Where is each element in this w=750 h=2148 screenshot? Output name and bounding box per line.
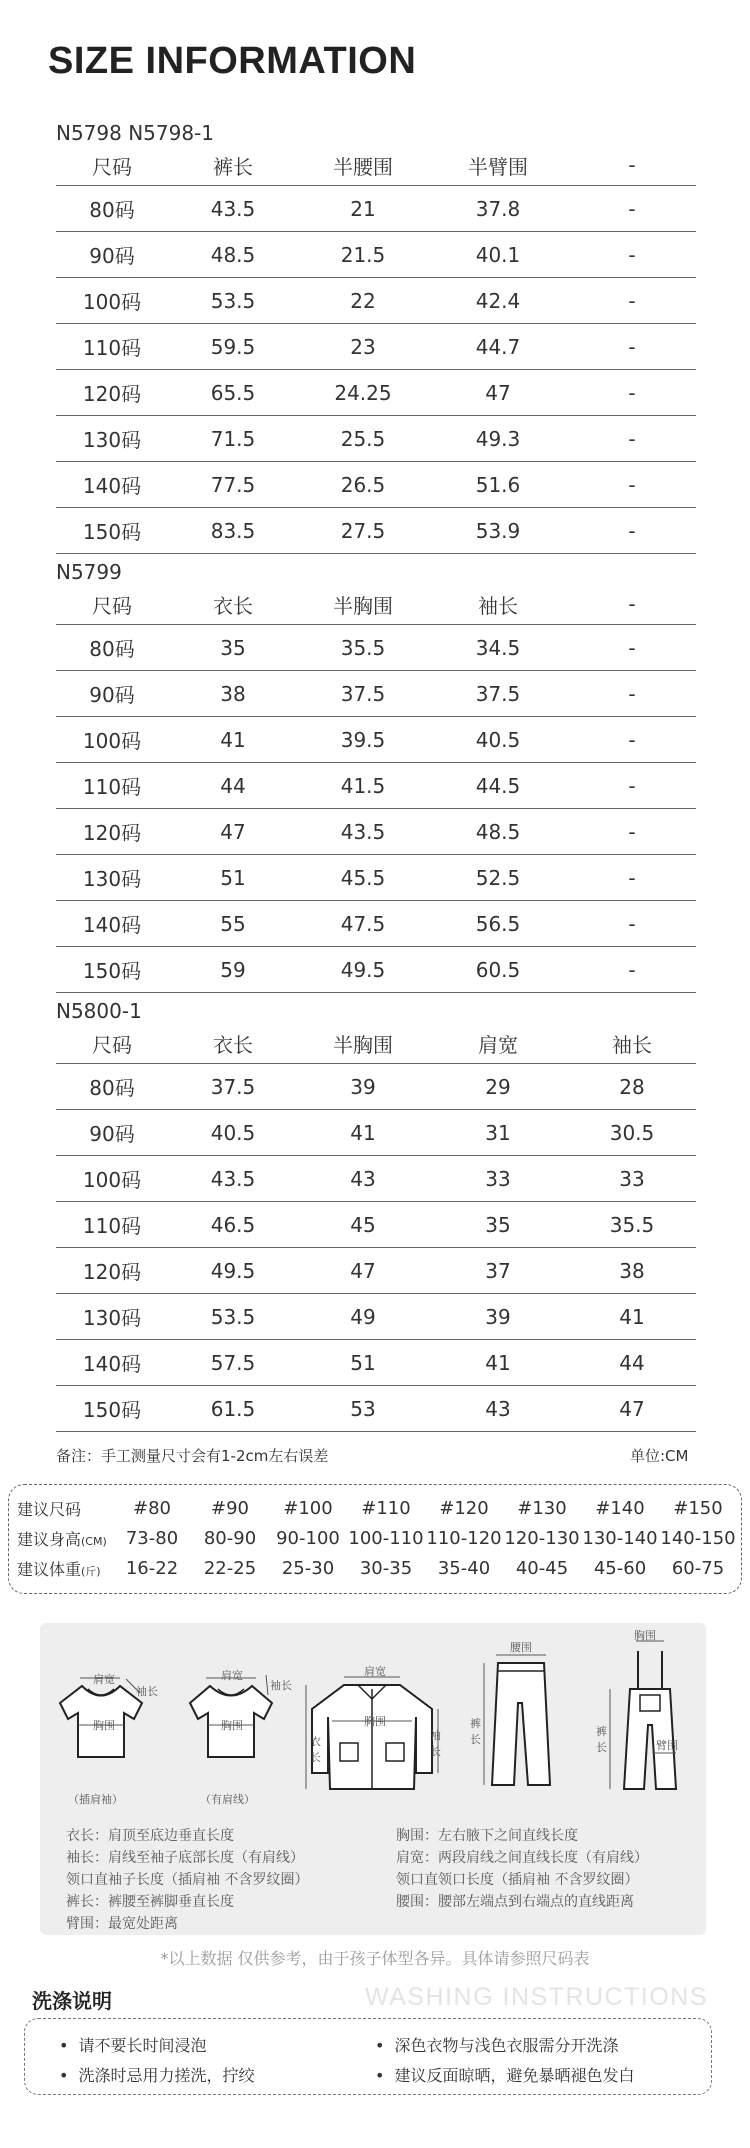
table-row	[56, 717, 696, 763]
length-label: 衣长	[310, 1735, 321, 1764]
definition-item: 领口直领口长度（插肩袖 不含罗纹圈）	[396, 1872, 639, 1888]
table-cell: 53.5	[168, 278, 298, 324]
table-row	[56, 1340, 696, 1386]
unit-label: 单位:CM	[630, 1447, 689, 1465]
pants-icon	[476, 1633, 566, 1803]
table-cell: -	[568, 508, 696, 554]
column-header: 半腰围	[298, 145, 428, 186]
table-cell: 100码	[56, 1156, 168, 1202]
table-cell: 53	[298, 1386, 428, 1432]
table-row	[56, 671, 696, 717]
table-cell: -	[568, 462, 696, 508]
size-row-label: 建议尺码	[17, 1499, 82, 1519]
size-table	[56, 145, 696, 554]
washing-title: 洗涤说明	[32, 1989, 112, 2013]
column-header: 尺码	[56, 145, 168, 186]
height-cell: 120-130	[504, 1527, 580, 1549]
column-header: 衣长	[168, 584, 298, 625]
table-cell: -	[568, 809, 696, 855]
table-cell: 80码	[56, 186, 168, 232]
sleeve-label: 袖长	[430, 1729, 441, 1758]
table-cell: 40.5	[428, 717, 568, 763]
table-cell: 51.6	[428, 462, 568, 508]
table-row	[56, 416, 696, 462]
table-cell: 140码	[56, 901, 168, 947]
table-cell: -	[568, 763, 696, 809]
recommended-size-table	[17, 1493, 737, 1583]
table-cell: 37.5	[168, 1064, 298, 1110]
chest-label: 胸围	[93, 1719, 115, 1732]
weight-row-label	[17, 1553, 113, 1583]
size-cell: #100	[283, 1497, 333, 1519]
table-header-row	[56, 1023, 696, 1064]
table-cell: -	[568, 416, 696, 462]
table-row	[56, 1294, 696, 1340]
washing-item: • 请不要长时间浸泡	[59, 2033, 206, 2056]
table-header-row	[56, 145, 696, 186]
table-cell: 71.5	[168, 416, 298, 462]
table-cell: 24.25	[298, 370, 428, 416]
shoulder-label: 肩宽	[221, 1669, 243, 1682]
table-cell: 130码	[56, 855, 168, 901]
table-cell: 57.5	[168, 1340, 298, 1386]
table-cell: -	[568, 232, 696, 278]
washing-item: • 洗涤时忌用力搓洗，拧绞	[59, 2063, 254, 2086]
table-cell: 45	[298, 1202, 428, 1248]
height-row	[17, 1523, 737, 1553]
table-cell: 30.5	[568, 1110, 696, 1156]
table-cell: 90码	[56, 671, 168, 717]
size-cell: #110	[361, 1497, 411, 1519]
table-cell: 34.5	[428, 625, 568, 671]
definition-item: 袖长：肩线至袖子底部长度（有肩线）	[66, 1850, 304, 1866]
table-row	[56, 901, 696, 947]
measurement-diagram-panel	[40, 1623, 706, 1935]
height-cell: 73-80	[125, 1527, 179, 1549]
table-cell: 38	[168, 671, 298, 717]
table-cell: 46.5	[168, 1202, 298, 1248]
table-cell: 43.5	[168, 186, 298, 232]
table-cell: 35	[168, 625, 298, 671]
table-cell: 90码	[56, 1110, 168, 1156]
weight-cell: 30-35	[359, 1557, 413, 1579]
size-table	[56, 584, 696, 993]
table-cell: 21.5	[298, 232, 428, 278]
height-cell: 140-150	[660, 1527, 736, 1549]
table-cell: 37	[428, 1248, 568, 1294]
table-cell: 29	[428, 1064, 568, 1110]
washing-title-en: WASHING INSTRUCTIONS	[365, 1983, 708, 2011]
column-header: 半胸围	[298, 584, 428, 625]
table-cell: 61.5	[168, 1386, 298, 1432]
height-unit: (CM)	[81, 1534, 107, 1548]
table-cell: 41	[168, 717, 298, 763]
table-row	[56, 508, 696, 554]
definition-item: 领口直袖子长度（插肩袖 不含罗纹圈）	[66, 1872, 309, 1888]
table-row	[56, 947, 696, 993]
table-cell: 44	[168, 763, 298, 809]
definitions-right	[396, 1825, 648, 1913]
table-cell: 59.5	[168, 324, 298, 370]
raglan-caption: （插肩袖）	[68, 1793, 123, 1806]
size-cell: #130	[517, 1497, 567, 1519]
table-cell: 37.5	[298, 671, 428, 717]
table-cell: 45.5	[298, 855, 428, 901]
table-cell: 44.7	[428, 324, 568, 370]
table-cell: 43.5	[298, 809, 428, 855]
table-cell: -	[568, 625, 696, 671]
table-cell: 47	[298, 1248, 428, 1294]
height-label-text: 建议身高	[17, 1529, 82, 1549]
sleeve-label: 袖长	[136, 1685, 158, 1698]
table-cell: 77.5	[168, 462, 298, 508]
column-header: 袖长	[568, 1023, 696, 1064]
table-cell: 48.5	[168, 232, 298, 278]
weight-cell: 16-22	[125, 1557, 179, 1579]
table-cell: 49.5	[168, 1248, 298, 1294]
column-header: -	[568, 584, 696, 625]
weight-unit: (斤)	[81, 1564, 101, 1578]
table-cell: 27.5	[298, 508, 428, 554]
shoulder-label: 肩宽	[93, 1673, 115, 1686]
table-cell: 42.4	[428, 278, 568, 324]
definitions-left	[66, 1825, 308, 1935]
table-cell: 90码	[56, 232, 168, 278]
column-header: 半胸围	[298, 1023, 428, 1064]
weight-label-text: 建议体重	[17, 1559, 82, 1579]
table-cell: 80码	[56, 1064, 168, 1110]
table-cell: -	[568, 370, 696, 416]
table-row	[56, 462, 696, 508]
table-row	[56, 370, 696, 416]
table-cell: 150码	[56, 1386, 168, 1432]
recommended-size-box	[8, 1484, 742, 1594]
table-cell: 83.5	[168, 508, 298, 554]
table-row	[56, 186, 696, 232]
table-cell: 39.5	[298, 717, 428, 763]
overalls-icon	[600, 1633, 700, 1803]
section-label: N5799	[56, 560, 122, 584]
table-cell: -	[568, 186, 696, 232]
table-cell: 140码	[56, 462, 168, 508]
table-cell: 52.5	[428, 855, 568, 901]
definition-item: 胸围：左右腋下之间直线长度	[396, 1828, 578, 1844]
column-header: 肩宽	[428, 1023, 568, 1064]
height-cell: 90-100	[276, 1527, 340, 1549]
table-cell: 150码	[56, 947, 168, 993]
column-header: 尺码	[56, 584, 168, 625]
table-cell: 60.5	[428, 947, 568, 993]
table-cell: 47	[568, 1386, 696, 1432]
table-cell: 26.5	[298, 462, 428, 508]
table-cell: 47.5	[298, 901, 428, 947]
table-cell: 120码	[56, 809, 168, 855]
table-cell: 35.5	[568, 1202, 696, 1248]
raglan-tshirt-icon	[46, 1633, 156, 1783]
table-cell: 40.1	[428, 232, 568, 278]
weight-row	[17, 1553, 737, 1583]
table-row	[56, 278, 696, 324]
waist-label: 腰围	[510, 1641, 532, 1654]
table-cell: 22	[298, 278, 428, 324]
table-cell: 110码	[56, 324, 168, 370]
table-cell: 80码	[56, 625, 168, 671]
size-cell: #140	[595, 1497, 645, 1519]
chest-label: 胸围	[634, 1629, 656, 1642]
height-cell: 110-120	[426, 1527, 502, 1549]
weight-cell: 45-60	[593, 1557, 647, 1579]
height-cell: 130-140	[582, 1527, 658, 1549]
washing-instructions-box	[24, 2018, 712, 2095]
table-cell: 150码	[56, 508, 168, 554]
table-cell: 43	[298, 1156, 428, 1202]
table-cell: -	[568, 717, 696, 763]
definition-item: 衣长：肩顶至底边垂直长度	[66, 1828, 234, 1844]
table-cell: 31	[428, 1110, 568, 1156]
table-cell: 33	[568, 1156, 696, 1202]
table-cell: 65.5	[168, 370, 298, 416]
weight-cell: 60-75	[671, 1557, 725, 1579]
table-cell: 53.9	[428, 508, 568, 554]
table-row	[56, 763, 696, 809]
table-cell: 43.5	[168, 1156, 298, 1202]
table-cell: 120码	[56, 1248, 168, 1294]
column-header: 衣长	[168, 1023, 298, 1064]
table-header-row	[56, 584, 696, 625]
table-row	[56, 1110, 696, 1156]
column-header: 尺码	[56, 1023, 168, 1064]
pants-length-label: 裤长	[470, 1717, 481, 1746]
table-row	[56, 855, 696, 901]
table-row	[56, 324, 696, 370]
weight-cell: 25-30	[281, 1557, 335, 1579]
table-cell: 23	[298, 324, 428, 370]
table-cell: 41.5	[298, 763, 428, 809]
table-cell: 49	[298, 1294, 428, 1340]
table-cell: 41	[428, 1340, 568, 1386]
table-cell: 53.5	[168, 1294, 298, 1340]
table-row	[56, 232, 696, 278]
chest-label: 胸围	[221, 1719, 243, 1732]
definition-item: 腰围：腰部左端点到右端点的直线距离	[396, 1894, 634, 1910]
section-label: N5800-1	[56, 999, 142, 1023]
definition-item: 肩宽：两段肩线之间直线长度（有肩线）	[396, 1850, 648, 1866]
table-cell: 37.8	[428, 186, 568, 232]
table-row	[56, 1202, 696, 1248]
measurement-note: 备注：手工测量尺寸会有1-2cm左右误差	[56, 1447, 329, 1465]
table-row	[56, 1156, 696, 1202]
table-cell: -	[568, 901, 696, 947]
height-row-label	[17, 1523, 113, 1553]
table-cell: 33	[428, 1156, 568, 1202]
table-cell: 43	[428, 1386, 568, 1432]
table-cell: 49.5	[298, 947, 428, 993]
table-cell: -	[568, 947, 696, 993]
table-row	[56, 625, 696, 671]
table-cell: 48.5	[428, 809, 568, 855]
pants-length-label: 裤长	[596, 1725, 607, 1754]
table-cell: 51	[298, 1340, 428, 1386]
weight-cell: 22-25	[203, 1557, 257, 1579]
table-cell: 21	[298, 186, 428, 232]
tshirt-icon	[176, 1633, 286, 1783]
table-cell: 44	[568, 1340, 696, 1386]
table-cell: 47	[168, 809, 298, 855]
table-row	[56, 1064, 696, 1110]
table-cell: 51	[168, 855, 298, 901]
size-cell: #80	[133, 1497, 171, 1519]
table-cell: 140码	[56, 1340, 168, 1386]
definition-item: 裤长：裤腰至裤脚垂直长度	[66, 1894, 234, 1910]
table-cell: 25.5	[298, 416, 428, 462]
disclaimer: *以上数据 仅供参考，由于孩子体型各异。具体请参照尺码表	[160, 1949, 590, 1968]
table-cell: -	[568, 324, 696, 370]
page-title: SIZE INFORMATION	[48, 40, 417, 82]
table-cell: 59	[168, 947, 298, 993]
shoulder-caption: （有肩线）	[200, 1793, 255, 1806]
height-cell: 80-90	[203, 1527, 257, 1549]
table-cell: 35.5	[298, 625, 428, 671]
table-cell: 40.5	[168, 1110, 298, 1156]
column-header: 裤长	[168, 145, 298, 186]
shoulder-label: 肩宽	[364, 1665, 386, 1678]
chest-label: 胸围	[364, 1715, 386, 1728]
table-cell: 39	[428, 1294, 568, 1340]
table-cell: -	[568, 855, 696, 901]
table-cell: 110码	[56, 763, 168, 809]
height-cell: 100-110	[348, 1527, 424, 1549]
size-table	[56, 1023, 696, 1432]
table-cell: 130码	[56, 416, 168, 462]
arm-label: 臂围	[656, 1739, 678, 1752]
size-cell: #120	[439, 1497, 489, 1519]
table-cell: 37.5	[428, 671, 568, 717]
weight-cell: 35-40	[437, 1557, 491, 1579]
size-cell: #90	[211, 1497, 249, 1519]
table-cell: 110码	[56, 1202, 168, 1248]
table-row	[56, 1248, 696, 1294]
table-cell: 28	[568, 1064, 696, 1110]
table-cell: 56.5	[428, 901, 568, 947]
definition-item: 臂围：最宽处距离	[66, 1916, 178, 1932]
table-row	[56, 1386, 696, 1432]
table-cell: 41	[298, 1110, 428, 1156]
size-row	[17, 1493, 737, 1523]
table-cell: 47	[428, 370, 568, 416]
weight-cell: 40-45	[515, 1557, 569, 1579]
table-cell: 120码	[56, 370, 168, 416]
sleeve-label: 袖长	[270, 1679, 292, 1692]
table-cell: 130码	[56, 1294, 168, 1340]
column-header: 袖长	[428, 584, 568, 625]
table-cell: 44.5	[428, 763, 568, 809]
section-label: N5798 N5798-1	[56, 121, 215, 145]
table-cell: -	[568, 278, 696, 324]
table-cell: 35	[428, 1202, 568, 1248]
size-cell: #150	[673, 1497, 723, 1519]
washing-item: • 建议反面晾晒，避免暴晒褪色发白	[375, 2063, 634, 2086]
washing-item: • 深色衣物与浅色衣服需分开洗涤	[375, 2033, 618, 2056]
table-cell: 100码	[56, 278, 168, 324]
table-cell: 100码	[56, 717, 168, 763]
table-cell: 39	[298, 1064, 428, 1110]
table-cell: 55	[168, 901, 298, 947]
column-header: 半臂围	[428, 145, 568, 186]
table-cell: 38	[568, 1248, 696, 1294]
column-header: -	[568, 145, 696, 186]
table-cell: 41	[568, 1294, 696, 1340]
table-cell: -	[568, 671, 696, 717]
table-row	[56, 809, 696, 855]
table-cell: 49.3	[428, 416, 568, 462]
